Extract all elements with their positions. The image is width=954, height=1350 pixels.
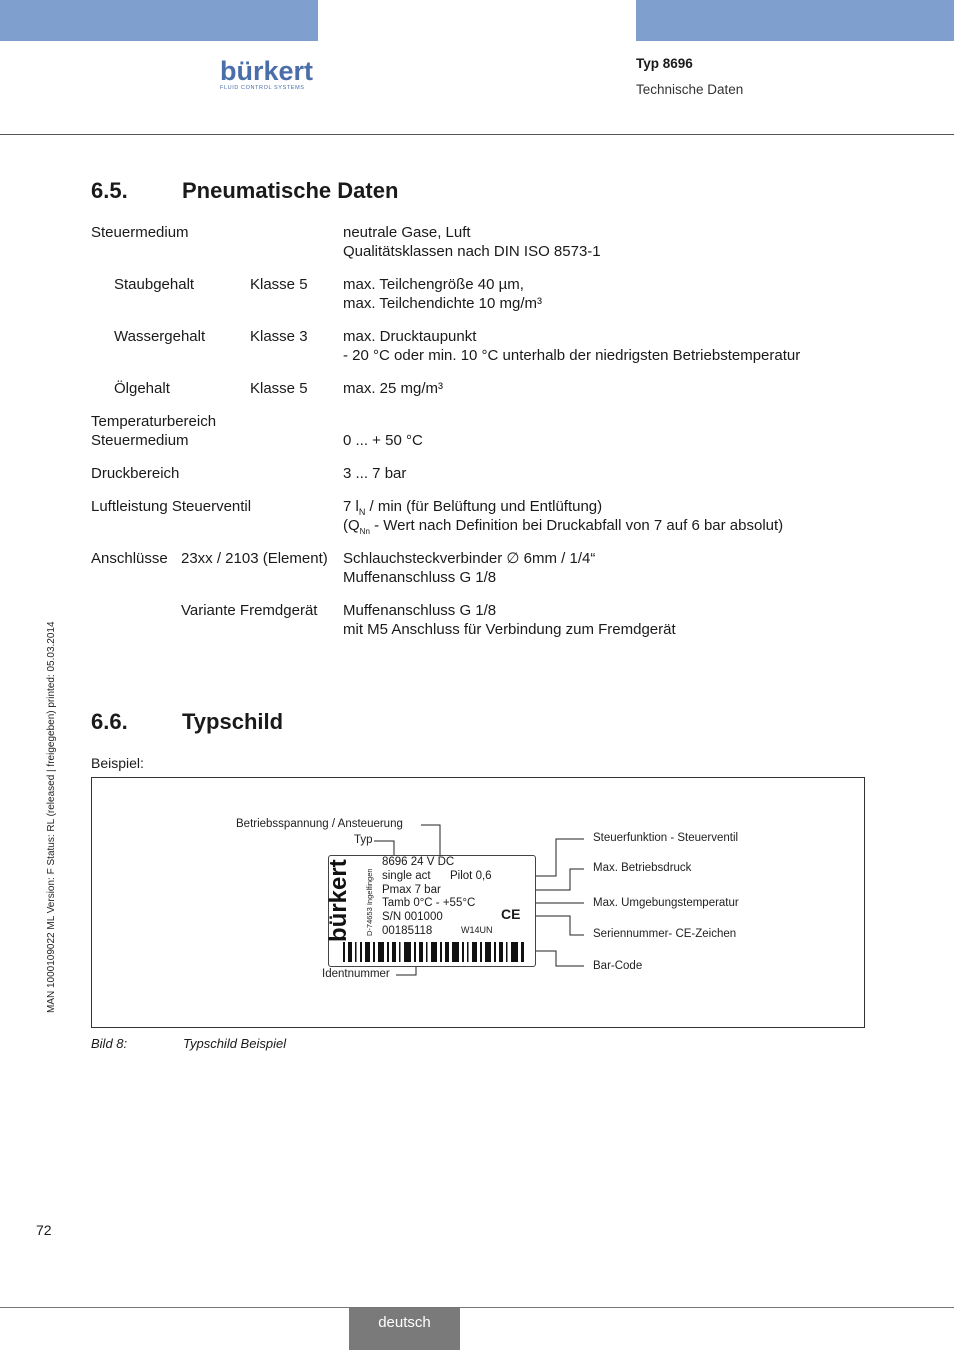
row-sublabel: 23xx / 2103 (Element): [181, 550, 328, 567]
text: - Wert nach Definition bei Druckabfall von 7 auf 6 bar absolut): [369, 517, 784, 534]
row-value: - 20 °C oder min. 10 °C unterhalb der niedrigsten Betriebstemperatur: [343, 347, 801, 364]
row-value: Qualitätsklassen nach DIN ISO 8573-1: [343, 243, 601, 260]
barcode: [343, 942, 529, 962]
row-value: mit M5 Anschluss für Verbindung zum Fremdgerät: [343, 621, 676, 638]
subscript: N: [358, 507, 366, 517]
logo-tagline: FLUID CONTROL SYSTEMS: [220, 85, 305, 91]
row-class: Klasse 5: [250, 276, 308, 293]
logo-wordmark: bürkert: [220, 56, 314, 86]
plate-line: S/N 001000: [382, 911, 443, 923]
row-class: Klasse 5: [250, 380, 308, 397]
callout-serien: Seriennummer- CE-Zeichen: [593, 928, 737, 940]
plate-line: Tamb 0°C - +55°C: [382, 897, 476, 909]
page-number: 72: [36, 1222, 52, 1238]
row-label: Steuermedium: [91, 224, 189, 241]
text: 7 l: [343, 498, 359, 515]
callout-barcode: Bar-Code: [593, 960, 643, 972]
row-value: neutrale Gase, Luft: [343, 224, 471, 241]
language-label: deutsch: [378, 1314, 431, 1331]
callout-umgebung: Max. Umgebungstemperatur: [593, 897, 739, 909]
row-label: Steuermedium: [91, 432, 189, 449]
row-label: Druckbereich: [91, 465, 180, 482]
row-label: Temperaturbereich: [91, 413, 217, 430]
section-number: 6.6.: [91, 709, 128, 734]
row-value: 0 ... + 50 °C: [343, 432, 423, 449]
callout-betrieb: Betriebsspannung / Ansteuerung: [236, 818, 403, 830]
ce-mark: CE: [501, 906, 521, 922]
footer-rule: [0, 1307, 954, 1308]
text: (Q: [343, 517, 360, 534]
row-sublabel: Variante Fremdgerät: [181, 602, 318, 619]
header-section: Technische Daten: [636, 82, 744, 97]
plate-line: 8696 24 V DC: [382, 856, 455, 868]
callout-typ: Typ: [354, 834, 373, 846]
row-value: Muffenanschluss G 1/8: [343, 602, 497, 619]
row-label: Ölgehalt: [114, 380, 170, 397]
row-value: max. Teilchengröße 40 µm,: [343, 276, 524, 293]
plate-code: W14UN: [461, 925, 493, 935]
plate-line: single act: [382, 870, 431, 882]
row-value: 3 ... 7 bar: [343, 465, 407, 482]
row-value: Muffenanschluss G 1/8: [343, 569, 497, 586]
type-plate: [325, 855, 536, 967]
section-title: Pneumatische Daten: [182, 178, 399, 203]
plate-brand: bürkert: [325, 859, 352, 942]
plate-line: Pilot 0,6: [450, 870, 492, 882]
row-value: max. Teilchendichte 10 mg/m³: [343, 295, 542, 312]
subscript: Nn: [359, 527, 370, 536]
example-label: Beispiel:: [91, 755, 144, 771]
plate-line: 00185118: [382, 925, 433, 937]
text: / min (für Belüftung und Entlüftung): [365, 498, 603, 515]
section-title: Typschild: [182, 709, 284, 734]
row-label: Wassergehalt: [114, 328, 206, 345]
callout-steuerfunktion: Steuerfunktion - Steuerventil: [593, 832, 739, 844]
plate-address: D-74653 Ingelfingen: [365, 868, 374, 936]
header-product: Typ 8696: [636, 56, 693, 71]
row-value: max. Drucktaupunkt: [343, 328, 477, 345]
row-label: Luftleistung Steuerventil: [91, 498, 252, 515]
language-tab: [349, 1308, 460, 1350]
figure-caption-text: Typschild Beispiel: [183, 1036, 287, 1051]
row-value: Schlauchsteckverbinder ∅ 6mm / 1/4“: [343, 550, 596, 567]
row-label: Staubgehalt: [114, 276, 195, 293]
figure-caption-label: Bild 8:: [91, 1036, 128, 1051]
document-status-note: MAN 1000109022 ML Version: F Status: RL (released | freigegeben) printed: 05.03.2014: [46, 621, 57, 1013]
section-number: 6.5.: [91, 178, 128, 203]
callout-betriebsdruck: Max. Betriebsdruck: [593, 862, 692, 874]
row-value: max. 25 mg/m³: [343, 380, 444, 397]
callout-ident: Identnummer: [322, 968, 390, 980]
row-label: Anschlüsse: [91, 550, 168, 567]
row-class: Klasse 3: [250, 328, 308, 345]
plate-line: Pmax 7 bar: [382, 884, 441, 896]
callout-line-betrieb: [421, 825, 440, 858]
